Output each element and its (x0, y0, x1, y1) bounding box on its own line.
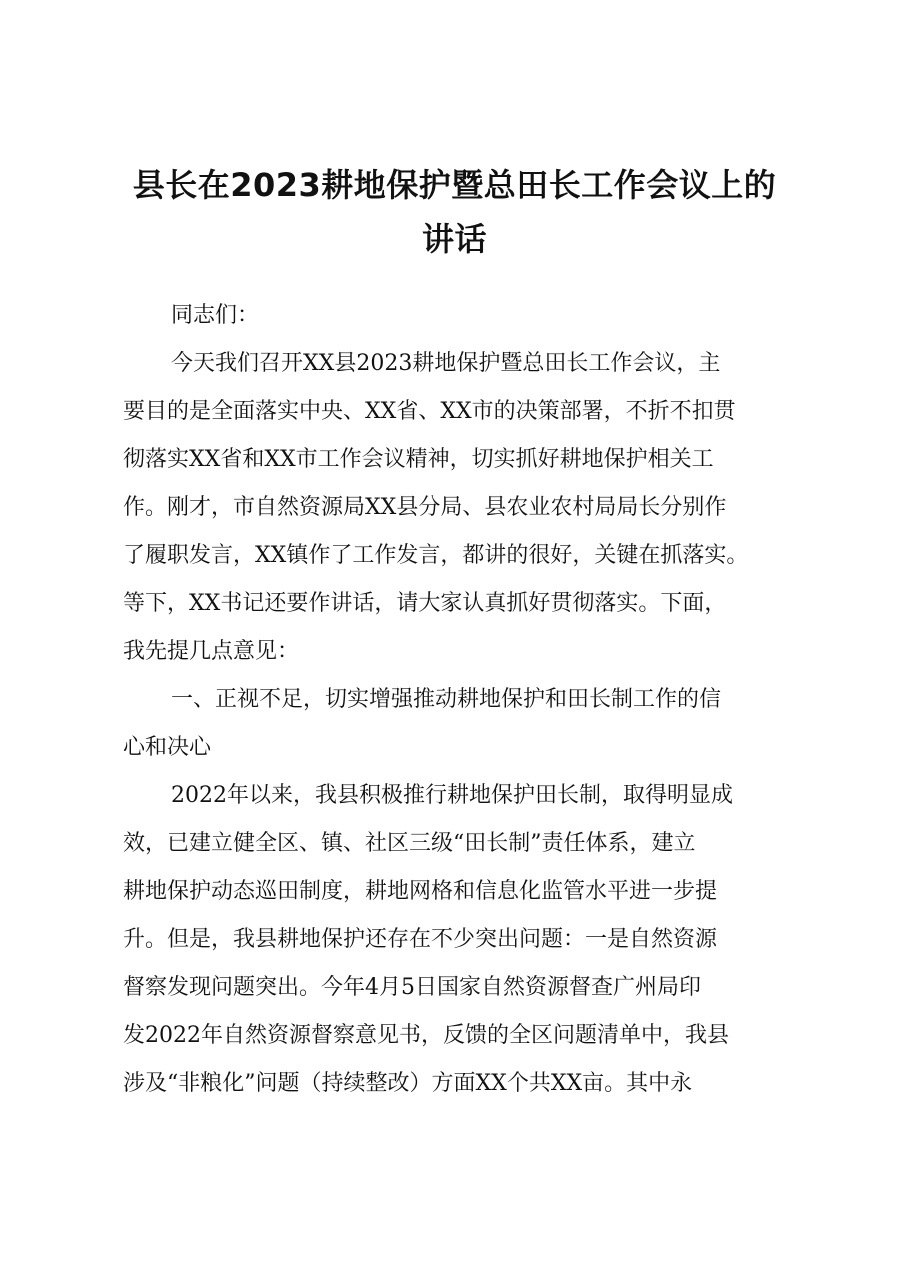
document-body (123, 292, 803, 1108)
paragraph-1-line-2: 要目的是全面落实中央、XX省、XX市的决策部署，不折不扣贯 (123, 399, 736, 424)
paragraph-1-line-4: 作。刚才，市自然资源局XX县分局、县农业农村局局长分别作 (123, 495, 727, 520)
paragraph-1-line-1: 今天我们召开XX县2023耕地保护暨总田长工作会议，主 (171, 351, 721, 376)
paragraph-1-line-6: 等下，XX书记还要作讲话，请大家认真抓好贯彻落实。下面， (123, 591, 727, 616)
salutation: 同志们： (171, 303, 260, 328)
section-heading-line-2: 心和决心 (123, 735, 212, 760)
section-heading-line-1: 一、正视不足，切实增强推动耕地保护和田长制工作的信 (171, 687, 722, 712)
paragraph-1-line-3: 彻落实XX省和XX市工作会议精神，切实抓好耕地保护相关工 (123, 447, 714, 472)
paragraph-2-line-1: 2022年以来，我县积极推行耕地保护田长制，取得明显成 (171, 783, 733, 808)
paragraph-2-line-2: 效，已建立健全区、镇、社区三级“田长制”责任体系，建立 (123, 831, 696, 856)
paragraph-2-line-5: 督察发现问题突出。今年4月5日国家自然资源督查广州局印 (123, 975, 701, 1000)
paragraph-2-line-3: 耕地保护动态巡田制度，耕地网格和信息化监管水平进一步提 (123, 879, 718, 904)
document-title (110, 158, 799, 266)
paragraph-2-line-7: 涉及“非粮化”问题（持续整改）方面XX个共XX亩。其中永 (123, 1071, 693, 1096)
paragraph-1-line-5: 了履职发言，XX镇作了工作发言，都讲的很好，关键在抓落实。 (123, 543, 749, 568)
title-line-2: 讲话 (421, 220, 487, 258)
paragraph-1-line-7: 我先提几点意见： (123, 639, 300, 664)
paragraph-2-line-6: 发2022年自然资源督察意见书，反馈的全区问题清单中，我县 (123, 1023, 729, 1048)
paragraph-2-line-4: 升。但是，我县耕地保护还存在不少突出问题：一是自然资源 (123, 927, 718, 952)
title-line-1: 县长在2023耕地保护暨总田长工作会议上的 (132, 166, 777, 204)
